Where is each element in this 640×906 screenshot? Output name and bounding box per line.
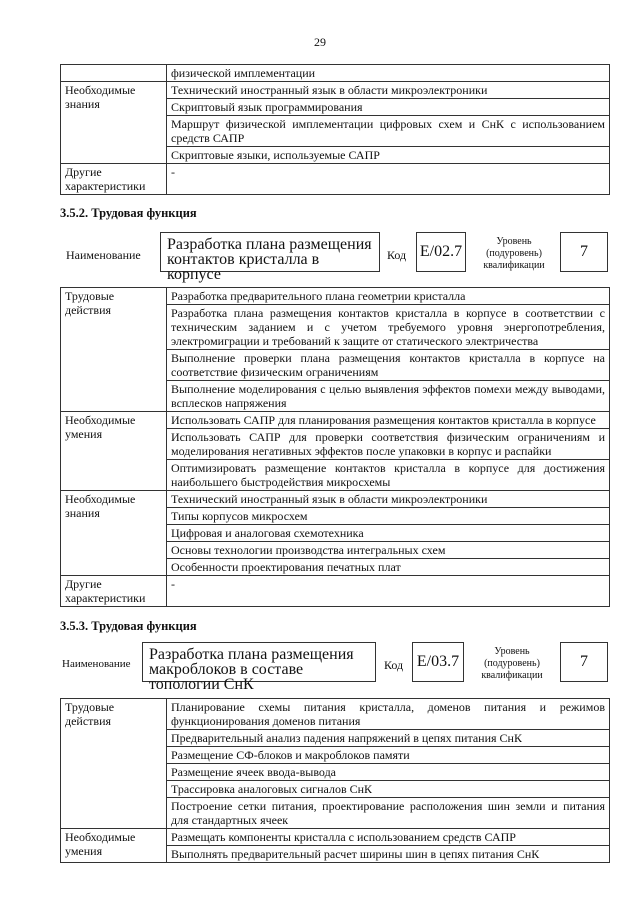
table-cell: Технический иностранный язык в области микроэлектроники: [167, 82, 610, 99]
table-cell: Использовать САПР для проверки соответствия физическим ограничениям и моделирования негативных эффектов после упаковки в корпус и распайки: [167, 429, 610, 460]
code-value: E/02.7: [419, 243, 463, 260]
row-label: Необходимые умения: [61, 829, 167, 863]
table-cell: Выполнение проверки плана размещения контактов кристалла в корпусе на соответствие физическим ограничениям: [167, 350, 610, 381]
table-cell: Планирование схемы питания кристалла, доменов питания и режимов функционирования доменов питания: [167, 699, 610, 730]
table-cell: -: [167, 164, 610, 195]
name-label: Наименование: [62, 658, 131, 670]
level-value-box: [560, 232, 608, 272]
table-cell: Цифровая и аналоговая схемотехника: [167, 525, 610, 542]
row-label: Необходимые знания: [61, 491, 167, 576]
row-label: Другие характеристики: [61, 576, 167, 607]
table-cell: Скриптовые языки, используемые САПР: [167, 147, 610, 164]
section-heading: 3.5.3. Трудовая функция: [60, 619, 197, 633]
function-table-353: [60, 698, 610, 863]
level-value: 7: [580, 653, 588, 670]
table-cell: Маршрут физической имплементации цифровых схем и СнК с использованием средств САПР: [167, 116, 610, 147]
top-table: [60, 64, 610, 195]
table-cell: Оптимизировать размещение контактов кристалла в корпусе для достижения наибольшего быстродействия микросхемы: [167, 460, 610, 491]
row-label: Трудовые действия: [61, 699, 167, 829]
table-cell: Предварительный анализ падения напряжений в цепях питания СнК: [167, 730, 610, 747]
table-cell: Типы корпусов микросхем: [167, 508, 610, 525]
row-label: Другие характеристики: [61, 164, 167, 195]
table-cell: Размещать компоненты кристалла с использованием средств САПР: [167, 829, 610, 846]
table-cell: Разработка плана размещения контактов кристалла в корпусе в соответствии с техническим заданием и с учетом требуемого уровня энергопотребления, электромиграции и требований к защите от статического электричества: [167, 305, 610, 350]
table-cell: Выполнение моделирования с целью выявления эффектов помехи между выводами, всплесков напряжения: [167, 381, 610, 412]
row-label: Необходимые умения: [61, 412, 167, 491]
code-value-box: [412, 642, 464, 682]
name-label: Наименование: [66, 248, 141, 262]
table-cell: Размещение СФ-блоков и макроблоков памяти: [167, 747, 610, 764]
table-cell: физической имплементации: [167, 65, 610, 82]
level-label: Уровень (подуровень) квалификации: [481, 646, 543, 681]
section-heading: 3.5.2. Трудовая функция: [60, 206, 197, 220]
table-cell: Размещение ячеек ввода-вывода: [167, 764, 610, 781]
row-label: Необходимые знания: [61, 82, 167, 164]
table-cell: Выполнять предварительный расчет ширины шин в цепях питания СнК: [167, 846, 610, 863]
level-value-box: [560, 642, 608, 682]
table-cell: Основы технологии производства интегральных схем: [167, 542, 610, 559]
table-cell: -: [167, 576, 610, 607]
page-number: 29: [314, 35, 326, 49]
name-value-box: Разработка плана размещения контактов кристалла в корпусе: [160, 232, 380, 272]
code-label: Код: [387, 248, 407, 262]
table-cell: Использовать САПР для планирования размещения контактов кристалла в корпусе: [167, 412, 610, 429]
table-cell: Разработка предварительного плана геометрии кристалла: [167, 288, 610, 305]
code-value: E/03.7: [416, 653, 460, 670]
table-cell: Трассировка аналоговых сигналов СнК: [167, 781, 610, 798]
function-table-352: [60, 287, 610, 607]
name-value-box: Разработка плана размещения макроблоков в составе топологии СнК: [142, 642, 376, 682]
table-cell: Скриптовый язык программирования: [167, 99, 610, 116]
row-label: Трудовые действия: [61, 288, 167, 412]
empty-cell: [61, 65, 167, 82]
code-label: Код: [384, 658, 404, 672]
table-cell: Построение сетки питания, проектирование расположения шин земли и питания для стандартных ячеек: [167, 798, 610, 829]
code-value-box: [416, 232, 466, 272]
table-cell: Особенности проектирования печатных плат: [167, 559, 610, 576]
level-value: 7: [580, 243, 588, 260]
table-cell: Технический иностранный язык в области микроэлектроники: [167, 491, 610, 508]
level-label: Уровень (подуровень) квалификации: [483, 236, 545, 271]
